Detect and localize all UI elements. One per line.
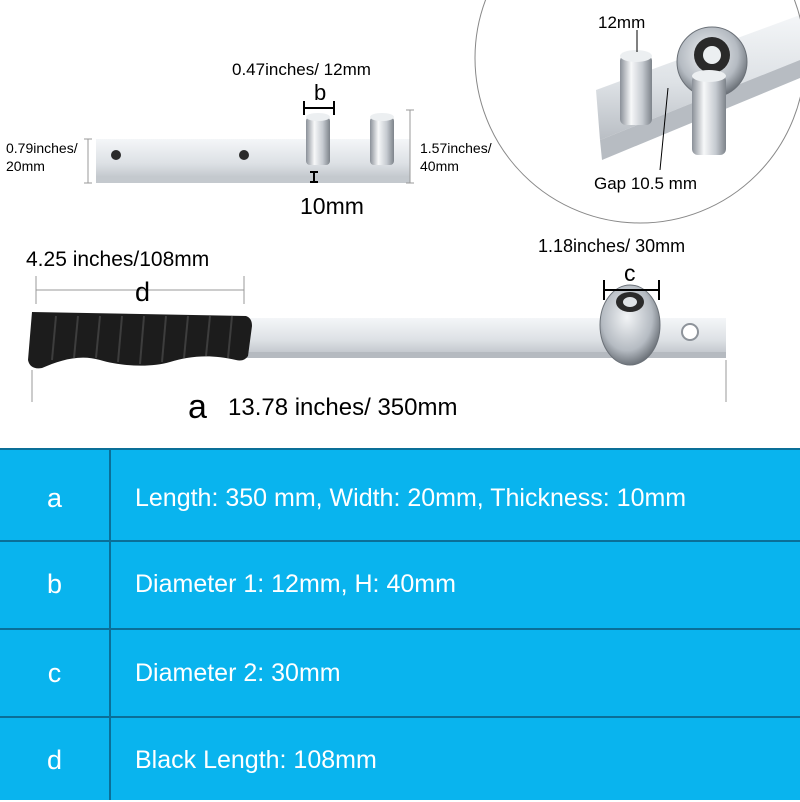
handle-marker-d: d bbox=[135, 277, 151, 307]
width-label-line1: 0.79inches/ bbox=[6, 140, 78, 156]
spec-key: d bbox=[46, 744, 63, 775]
inset-pin bbox=[692, 75, 726, 155]
thickness-label: 10mm bbox=[300, 193, 364, 219]
spec-value: Length: 350 mm, Width: 20mm, Thickness: 10mm bbox=[135, 483, 687, 512]
spec-row-b bbox=[0, 542, 800, 626]
spec-key: a bbox=[46, 482, 63, 513]
closeup-inset bbox=[470, 0, 800, 240]
overall-length-label: 13.78 inches/ 350mm bbox=[228, 394, 458, 421]
inset-pin bbox=[620, 55, 652, 125]
spec-value: Diameter 2: 30mm bbox=[135, 658, 341, 687]
length-marker-a: a bbox=[188, 388, 207, 426]
tool-side-view bbox=[26, 236, 726, 426]
pin-marker-b: b bbox=[314, 80, 327, 105]
inset-pin-label: 12mm bbox=[598, 13, 646, 32]
spec-value: Diameter 1: 12mm, H: 40mm bbox=[135, 569, 456, 598]
spec-table bbox=[0, 448, 800, 800]
inset-gap-label: Gap 10.5 mm bbox=[594, 174, 697, 193]
spec-row-c bbox=[0, 631, 800, 715]
height-label-line2: 40mm bbox=[420, 158, 459, 174]
bar-hole bbox=[239, 150, 249, 160]
bearing-diameter-label: 1.18inches/ 30mm bbox=[538, 236, 686, 256]
spec-row-a bbox=[0, 456, 800, 540]
bar-hole bbox=[111, 150, 121, 160]
pin bbox=[306, 117, 330, 165]
spec-value: Black Length: 108mm bbox=[135, 745, 377, 774]
pin-diameter-label: 0.47inches/ 12mm bbox=[232, 60, 371, 79]
spec-key: c bbox=[47, 657, 62, 688]
handle-length-label: 4.25 inches/108mm bbox=[26, 248, 210, 271]
height-label-line1: 1.57inches/ bbox=[420, 140, 492, 156]
top-bar-view bbox=[6, 60, 492, 219]
pin bbox=[370, 117, 394, 165]
bearing-marker-c: c bbox=[624, 260, 636, 286]
tool-bar-hole bbox=[682, 324, 698, 340]
table-divider bbox=[0, 448, 800, 450]
spec-key: b bbox=[46, 568, 63, 599]
width-label-line2: 20mm bbox=[6, 158, 45, 174]
table-divider bbox=[0, 628, 800, 630]
spec-row-d bbox=[0, 718, 800, 802]
